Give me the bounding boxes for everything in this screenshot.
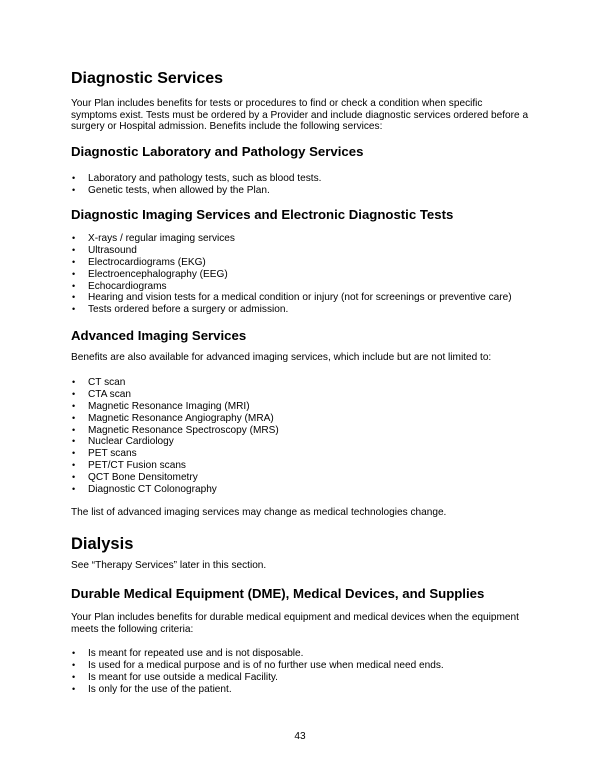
section-title-dialysis: Dialysis — [71, 535, 134, 553]
advanced-imaging-intro: Benefits are also available for advanced imaging services, which include but are not limited to: — [71, 352, 492, 363]
list-item: • CT scan — [71, 377, 531, 389]
list-item: • Genetic tests, when allowed by the Plan. — [71, 185, 531, 197]
list-item: • Diagnostic CT Colonography — [71, 484, 531, 496]
dme-intro-paragraph: Your Plan includes benefits for durable medical equipment and medical devices when the equipment meets the following criteria: — [71, 612, 519, 635]
dialysis-text: See “Therapy Services” later in this section. — [71, 560, 267, 571]
list-item: • CTA scan — [71, 389, 531, 401]
list-item: • Is meant for repeated use and is not disposable. — [71, 648, 531, 660]
list-item: • Hearing and vision tests for a medical condition or injury (not for screenings or preventive care) — [71, 292, 531, 304]
list-item: • Laboratory and pathology tests, such as blood tests. — [71, 173, 531, 185]
diagnostic-intro-paragraph: Your Plan includes benefits for tests or procedures to find or check a condition when specific symptoms exist. Tests must be ordered by a Provider and include diagnostic services ordered before a surgery or Hospital admission. Benefits include the following services: — [71, 98, 529, 133]
dme-criteria-list — [71, 648, 531, 696]
lab-pathology-list — [71, 173, 531, 197]
imaging-services-list — [71, 233, 531, 316]
list-item: • Is meant for use outside a medical Facility. — [71, 672, 531, 684]
list-item: • Is used for a medical purpose and is of no further use when medical need ends. — [71, 660, 531, 672]
subsection-title-lab-pathology: Diagnostic Laboratory and Pathology Services — [71, 144, 364, 159]
list-item: • Electroencephalography (EEG) — [71, 269, 531, 281]
list-item: • Electrocardiograms (EKG) — [71, 257, 531, 269]
list-item: • X-rays / regular imaging services — [71, 233, 531, 245]
page-number: 43 — [294, 731, 306, 742]
list-item: • PET/CT Fusion scans — [71, 460, 531, 472]
list-item: • Magnetic Resonance Imaging (MRI) — [71, 401, 531, 413]
list-item: • Ultrasound — [71, 245, 531, 257]
list-item: • Echocardiograms — [71, 281, 531, 293]
subsection-title-advanced-imaging: Advanced Imaging Services — [71, 328, 247, 343]
subsection-title-dme: Durable Medical Equipment (DME), Medical Devices, and Supplies — [71, 586, 485, 601]
list-item: • Nuclear Cardiology — [71, 436, 531, 448]
list-item: • PET scans — [71, 448, 531, 460]
list-item: • Magnetic Resonance Angiography (MRA) — [71, 413, 531, 425]
subsection-title-imaging-electronic: Diagnostic Imaging Services and Electronic Diagnostic Tests — [71, 207, 454, 222]
list-item: • Tests ordered before a surgery or admission. — [71, 304, 531, 316]
list-item: • QCT Bone Densitometry — [71, 472, 531, 484]
advanced-imaging-note: The list of advanced imaging services may change as medical technologies change. — [71, 507, 447, 518]
advanced-imaging-list — [71, 377, 531, 496]
list-item: • Is only for the use of the patient. — [71, 684, 531, 696]
list-item: • Magnetic Resonance Spectroscopy (MRS) — [71, 425, 531, 437]
section-title-diagnostic-services: Diagnostic Services — [71, 70, 224, 87]
